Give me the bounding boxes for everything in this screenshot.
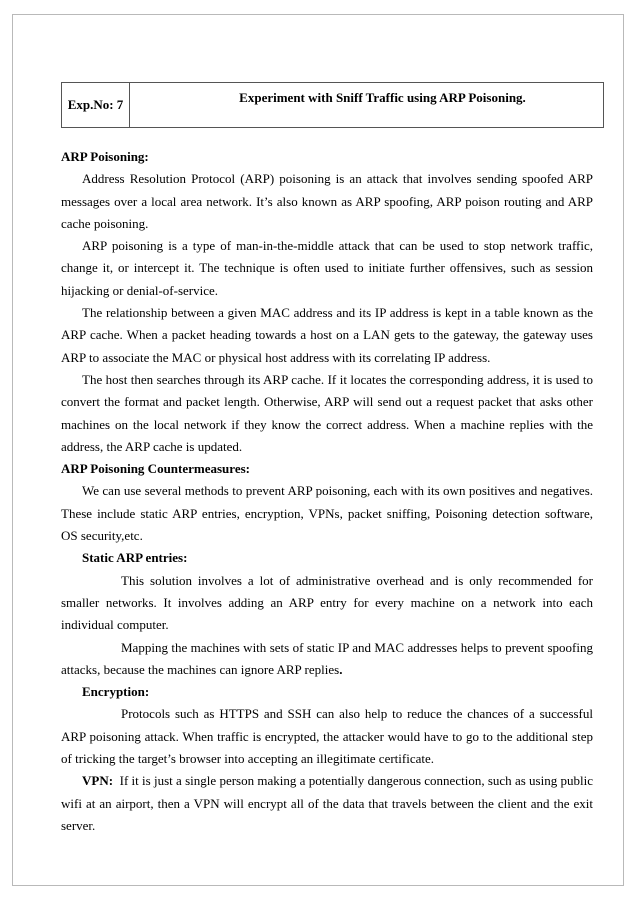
paragraph-text: Mapping the machines with sets of static IP and MAC addresses helps to prevent spoofing attacks, because the machines can ignore ARP replies bbox=[61, 639, 593, 677]
experiment-header bbox=[61, 82, 604, 128]
experiment-title: Experiment with Sniff Traffic using ARP Poisoning. bbox=[239, 90, 526, 105]
paragraph: ARP poisoning is a type of man-in-the-middle attack that can be used to stop network traffic, change it, or intercept it. The technique is often used to initiate further offensives, such as session hijacking or denial-of-service. bbox=[61, 238, 593, 298]
paragraph-text: If it is just a single person making a potentially dangerous connection, such as using public wifi at an airport, then a VPN will encrypt all of the data that travels between the client and the exit server. bbox=[61, 773, 594, 833]
paragraph: The host then searches through its ARP cache. If it locates the corresponding address, it is used to convert the format and packet length. Otherwise, ARP will send out a request packet that asks other machines on the local network if they know the correct address. When a machine replies with the address, the ARP cache is updated. bbox=[61, 371, 593, 454]
paragraph-end-period: . bbox=[339, 661, 343, 677]
subheading-vpn: VPN: bbox=[82, 773, 114, 789]
subheading-static-arp: Static ARP entries: bbox=[82, 550, 188, 566]
experiment-number: Exp.No: 7 bbox=[62, 83, 130, 127]
section-heading-countermeasures: ARP Poisoning Countermeasures: bbox=[61, 461, 250, 477]
paragraph: The relationship between a given MAC address and its IP address is kept in a table known as the ARP cache. When a packet heading towards a host on a LAN gets to the gateway, the gateway uses ARP to associate the MAC or physical host address with its correlating IP address. bbox=[61, 305, 593, 365]
paragraph: We can use several methods to prevent ARP poisoning, each with its own positives and negatives. These include static ARP entries, encryption, VPNs, packet sniffing, Poisoning detection software, OS security,etc. bbox=[61, 483, 593, 544]
paragraph: Address Resolution Protocol (ARP) poisoning is an attack that involves sending spoofed ARP messages over a local area network. It’s also known as ARP spoofing, ARP poison routing and ARP cache poisoning. bbox=[61, 171, 593, 231]
section-heading-arp-poisoning: ARP Poisoning: bbox=[61, 149, 149, 164]
subheading-encryption: Encryption: bbox=[82, 684, 150, 700]
paragraph: Protocols such as HTTPS and SSH can also help to reduce the chances of a successful ARP poisoning attack. When traffic is encrypted, the attacker would have to go to the additional step of tricking the target’s browser into accepting an illegitimate certificate. bbox=[61, 706, 593, 767]
paragraph bbox=[61, 637, 593, 682]
document-body bbox=[61, 146, 593, 837]
paragraph: This solution involves a lot of administrative overhead and is only recommended for smaller networks. It involves adding an ARP entry for every machine on a network into each individual computer. bbox=[61, 572, 593, 633]
vpn-paragraph bbox=[61, 770, 593, 837]
